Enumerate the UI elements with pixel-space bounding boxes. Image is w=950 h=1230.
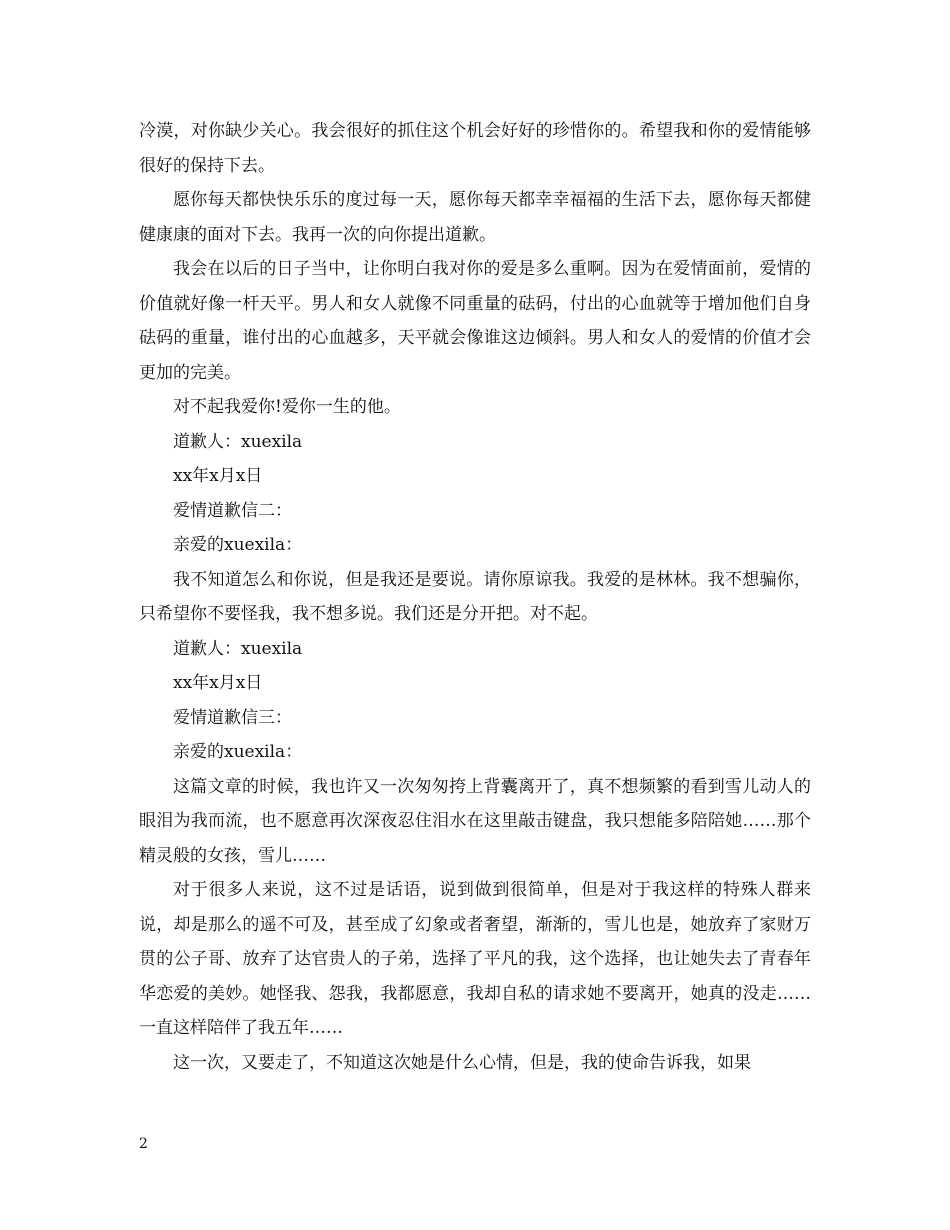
salutation: 亲爱的xuexila：: [173, 742, 303, 762]
section-heading: 爱情道歉信三：: [173, 707, 292, 728]
paragraph: 这篇文章的时候，我也许又一次匆匆挎上背囊离开了，真不想频繁的看到雪儿动人的眼泪为我而流，也不愿意再次深夜忍住泪水在这里敲击键盘，我只想能多陪陪她……那个精灵般的女孩，雪儿……: [139, 776, 811, 866]
paragraph: 冷漠，对你缺少关心。我会很好的抓住这个机会好好的珍惜你的。希望我和你的爱情能够很好的保持下去。: [139, 121, 811, 176]
paragraph: 我会在以后的日子当中，让你明白我对你的爱是多么重啊。因为在爱情面前，爱情的价值就好像一杆天平。男人和女人就像不同重量的砝码，付出的心血就等于增加他们自身砝码的重量，谁付出的心血越多，天平就会像谁这边倾斜。男人和女人的爱情的价值才会更加的完美。: [139, 259, 811, 383]
paragraph: 这一次，又要走了，不知道这次她是什么心情，但是，我的使命告诉我，如果: [173, 1052, 751, 1073]
date-line: xx年x月x日: [173, 466, 263, 486]
paragraph: 对不起我爱你!爱你一生的他。: [173, 397, 401, 417]
signature-line: 道歉人：xuexila: [173, 638, 303, 659]
paragraph: 我不知道怎么和你说，但是我还是要说。请你原谅我。我爱的是林林。我不想骗你，只希望你不要怪我，我不想多说。我们还是分开把。对不起。: [139, 569, 811, 624]
page-number: 2: [139, 1136, 148, 1152]
document-body: [139, 114, 811, 1080]
paragraph: 愿你每天都快快乐乐的度过每一天，愿你每天都幸幸福福的生活下去，愿你每天都健健康康的面对下去。我再一次的向你提出道歉。: [139, 190, 811, 245]
signature-line: 道歉人：xuexila: [173, 431, 303, 452]
section-heading: 爱情道歉信二：: [173, 500, 292, 521]
salutation: 亲爱的xuexila：: [173, 535, 303, 555]
paragraph: 对于很多人来说，这不过是话语，说到做到很简单，但是对于我这样的特殊人群来说，却是那么的遥不可及，甚至成了幻象或者奢望，渐渐的，雪儿也是，她放弃了家财万贯的公子哥、放弃了达官贵人的子弟，选择了平凡的我，这个选择，也让她失去了青春年华恋爱的美妙。她怪我、怨我，我都愿意，我却自私的请求她不要离开，她真的没走……一直这样陪伴了我五年……: [139, 880, 811, 1038]
date-line: xx年x月x日: [173, 673, 263, 693]
